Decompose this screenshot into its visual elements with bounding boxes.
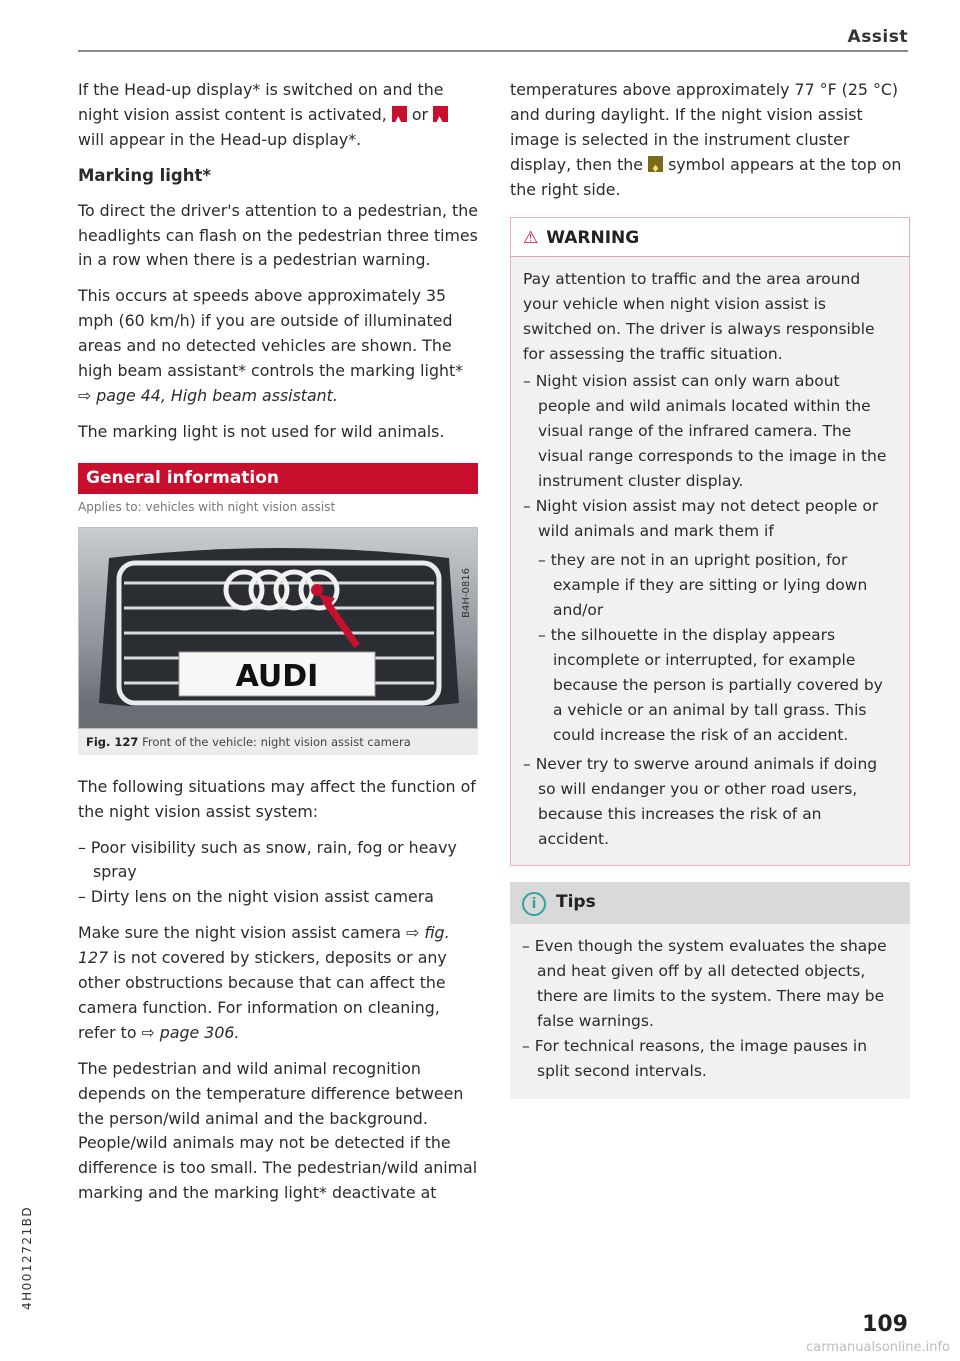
recognition-paragraph: The pedestrian and wild animal recognition depends on the temperature difference between the person/wild animal and the background. People/wild animals may not be detected if the difference is too small. The pedestrian/wild animal marking and the marking light* deactivate at [78,1058,478,1203]
marking-paragraph: To direct the driver's attention to a pedestrian, the headlights can flash on the pedestrian three times in a row when there is a pedestrian warning. [78,200,478,270]
camera-paragraph: Make sure the night vision assist camera ⇨ fig. 127 is not covered by stickers, deposits or any other obstructions because that can affect the camera function. For information on cleaning, refer to ⇨ page 306. [78,923,450,1042]
watermark: carmanualsonline.info [806,1340,950,1355]
left-column [78,78,478,1217]
figure-127 [78,527,478,729]
tips-body [510,924,910,1099]
list-item: – Night vision assist may not detect people or wild animals and mark them if – they are not in an upright position, for example if they are sitting or lying down and/or – the silhouette in the display appears incomplete or interrupted, for example because the person is partially covered by a vehicle or an animal by tall grass. This could increase the risk of an accident. [523,494,897,748]
warning-sublist [538,548,897,748]
section-title: Assist [847,27,908,47]
list-item: – the silhouette in the display appears incomplete or interrupted, for example because the person is partially covered by a vehicle or an animal by tall grass. This could increase the risk of an accident. [538,623,897,748]
tips-heading: i Tips [510,882,910,924]
car-front-image [79,528,477,728]
animal-warning-icon [433,106,448,122]
pedestrian-warning-icon [392,106,407,122]
list-item: – Dirty lens on the night vision assist camera [78,885,478,910]
list-item: – Even though the system evaluates the shape and heat given off by all detected objects, there are limits to the system. There may be false warnings. [522,934,898,1034]
page-number: 109 [862,1312,908,1337]
document-id: 4H0012721BD [20,1205,34,1310]
warning-intro: Pay attention to traffic and the area around your vehicle when night vision assist is switched on. The driver is always responsible for assessing the traffic situation. [523,270,875,364]
list-item: – Never try to swerve around animals if doing so will endanger you or other road users, because this increases the risk of an accident. [523,752,897,852]
hud-paragraph: If the Head-up display* is switched on and the night vision assist content is activated, ▲ or ▲ will appear in the Head-up display*. [78,78,478,153]
plate-text: AUDI [235,658,319,694]
applies-to: Applies to: vehicles with night vision assist [78,499,336,514]
warning-triangle-icon: ⚠ [523,227,539,248]
list-item: – they are not in an upright position, for example if they are sitting or lying down and/or [538,548,897,623]
general-information-heading: General information [78,463,478,494]
list-item: – Poor visibility such as snow, rain, fog or heavy spray [78,836,478,886]
right-column [510,78,910,1099]
fig-127-link[interactable]: ⇨ fig. 127 [78,923,450,968]
warning-body [511,257,909,865]
warning-box [510,217,910,867]
tips-box [510,882,910,1099]
situations-list [78,836,478,911]
list-item: – For technical reasons, the image pauses in split second intervals. [522,1034,898,1084]
figure-code: B4H-0816 [461,567,472,618]
info-icon: i [522,892,546,916]
marking-light-heading: Marking light* [78,165,212,185]
page-306-link[interactable]: ⇨ page 306. [141,1022,240,1042]
temperature-paragraph: temperatures above approximately 77 °F (25 °C) and during daylight. If the night vision assist image is selected in the instrument cluster display, then the ♦ symbol appears at the top on the right side. [510,78,910,203]
night-vision-symbol-icon [648,156,663,172]
wild-animals-paragraph: The marking light is not used for wild animals. [78,421,445,441]
header-rule [78,50,908,52]
warning-heading: ⚠ WARNING [511,218,909,258]
list-item: – Night vision assist can only warn about people and wild animals located within the visual range of the infrared camera. The visual range corresponds to the image in the instrument cluster display. [523,369,897,494]
speed-paragraph: This occurs at speeds above approximately 35 mph (60 km/h) if you are outside of illuminated areas and no detected vehicles are shown. The high beam assistant* controls the marking light* ⇨ page 44, High beam assistant. [78,286,464,405]
warning-list [523,369,897,852]
page-44-link[interactable]: ⇨ page 44, High beam assistant. [78,385,338,405]
tips-list [522,934,898,1084]
figure-caption: Fig. 127 Front of the vehicle: night vision assist camera [78,729,478,755]
situations-paragraph: The following situations may affect the function of the night vision assist system: [78,776,476,821]
